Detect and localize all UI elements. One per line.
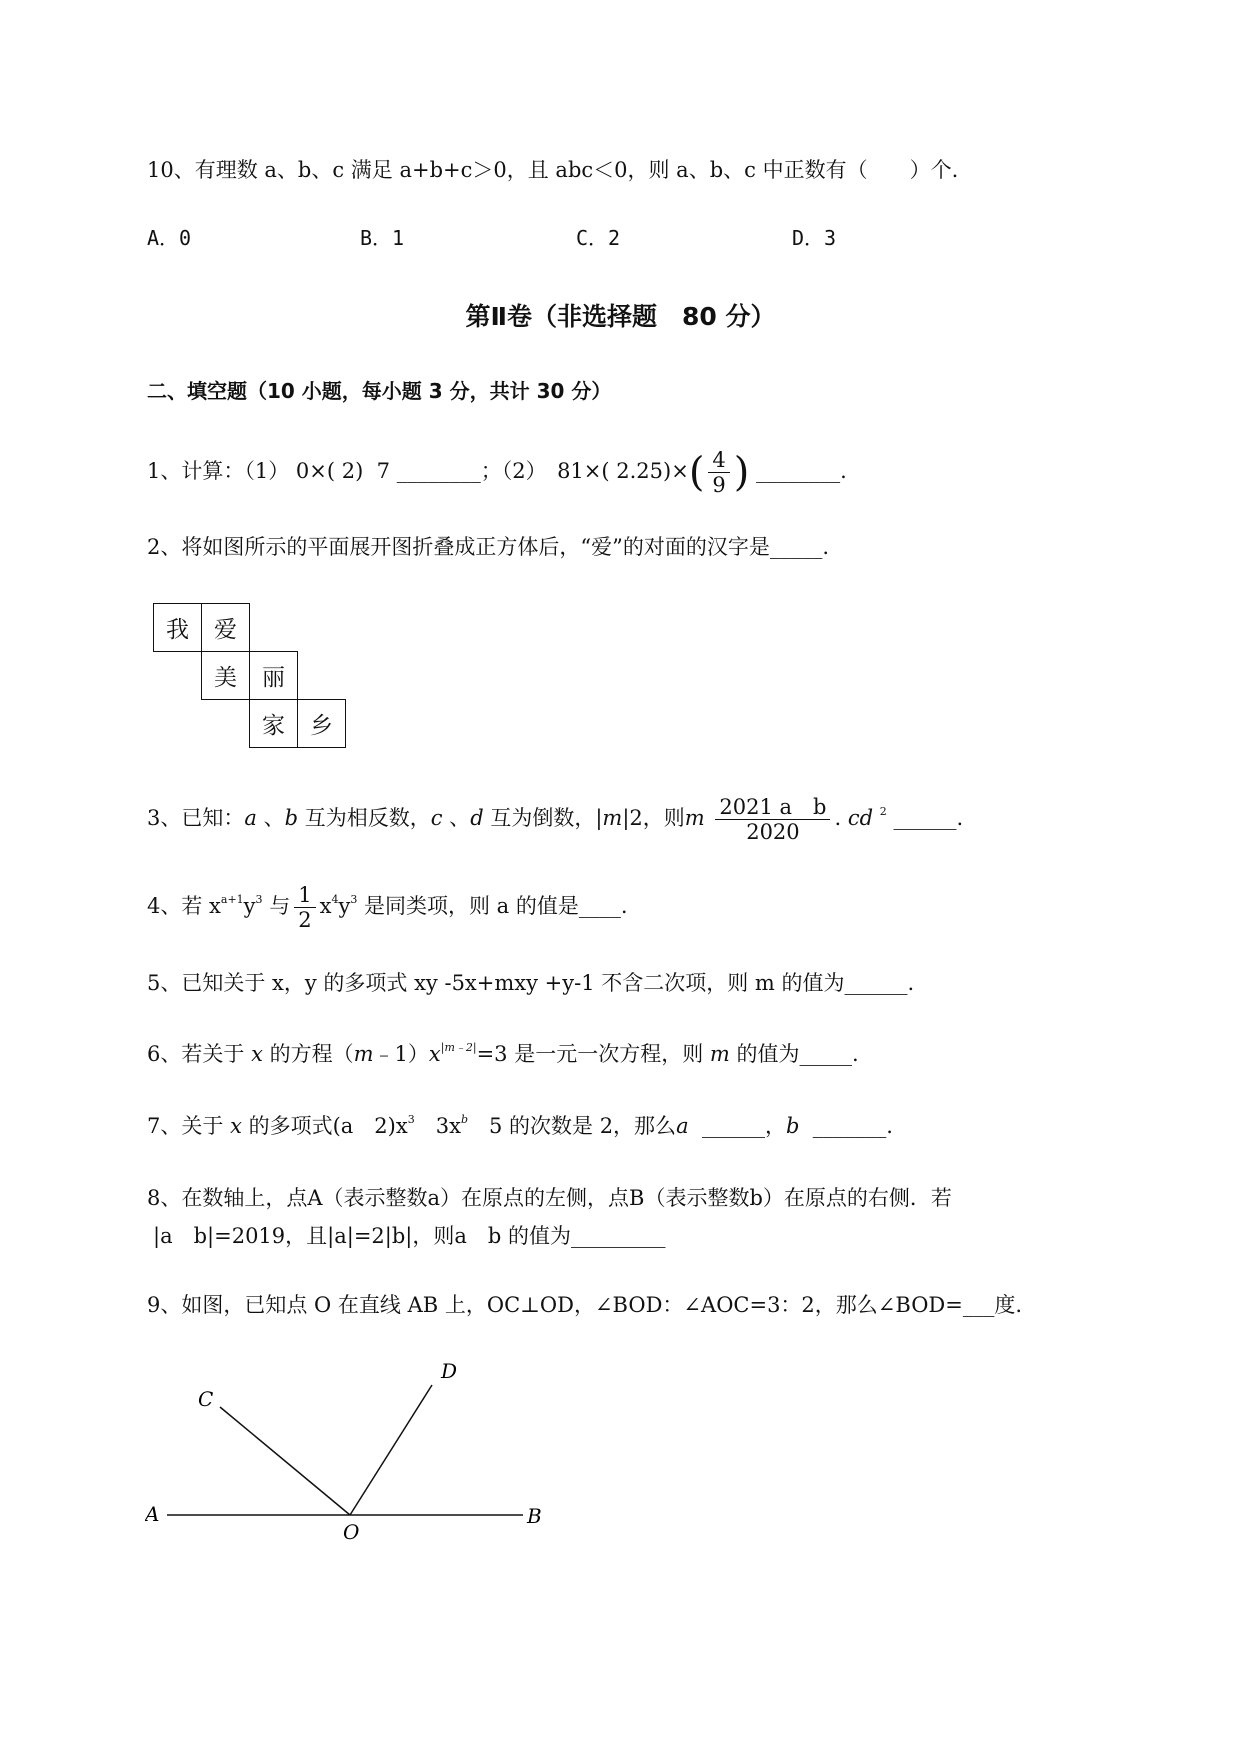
q3-abs-m: |m| [595, 806, 630, 830]
q6-sup: |m﹣2| [440, 1041, 477, 1054]
question-4 [147, 883, 628, 932]
q7-sup1: 3 [407, 1113, 415, 1126]
q4-prefix: 4、若 x [147, 894, 221, 918]
q1-part1-tail: 7 [376, 459, 391, 483]
q1-prefix: 1、计算：（1） 0× [147, 459, 327, 483]
question-8-line-2: |a b|=2019，且|a|=2|b|，则a b 的值为_________ [153, 1224, 666, 1248]
q6-tail: =3 是一元一次方程，则 [476, 1042, 704, 1066]
q4-mid: 与 [262, 894, 291, 918]
q7-blank1: ______， [701, 1114, 786, 1138]
q4-sup3: 4 [331, 893, 339, 906]
q1-frac-num: 4 [708, 448, 729, 473]
q6-mid: 的方程（ [269, 1042, 354, 1066]
option-b: B．1 [360, 226, 405, 250]
q1-part2-mid: ( 2.25)× [601, 459, 689, 483]
option-c: C．2 [576, 226, 621, 250]
q7-mid2: 3x [414, 1114, 461, 1138]
q4-sup1: a+1 [220, 893, 244, 906]
question-9: 9、如图，已知点 O 在直线 AB 上，OC⊥OD，∠BOD：∠AOC=3：2，那么∠BOD=___度. [147, 1293, 1023, 1317]
q3-blank: ______. [893, 806, 964, 830]
label-b: B [527, 1504, 542, 1528]
q4-tail: 是同类项，则 a 的值是____. [357, 894, 628, 918]
option-d: D．3 [792, 226, 837, 250]
q4-fraction [294, 883, 315, 932]
option-a: A．0 [147, 226, 192, 250]
q1-right-paren: ) [733, 449, 750, 496]
q1-left-paren: ( [688, 449, 705, 496]
q3-fraction [715, 795, 830, 844]
question-5: 5、已知关于 x，y 的多项式 xy -5x+mxy +y-1 不含二次项，则 m 的值为______. [147, 971, 915, 995]
q6-var-x2: x [428, 1042, 441, 1066]
net-cell-2: 爱 [201, 603, 250, 652]
q3-mid3: 、 [442, 806, 471, 830]
label-o: O [343, 1520, 360, 1544]
q4-x2: x [319, 894, 332, 918]
q3-eq: 2，则 [629, 806, 685, 830]
question-3: 3、已知：a 、b 互为相反数，c 、d 互为倒数，|m|2，则m $\frac{\text{2021 a b}}{2020}$ . cd $^2$ ______. [147, 795, 964, 844]
net-cell-6: 乡 [297, 699, 346, 748]
q6-mid2: ﹣1） [373, 1042, 429, 1066]
net-cell-4: 丽 [249, 651, 298, 700]
q6-var-m2: m [709, 1042, 730, 1066]
q3-var-c: c [430, 806, 443, 830]
q3-var-d: d [470, 806, 484, 830]
q7-prefix: 7、关于 [147, 1114, 224, 1138]
q7-var-b: b [785, 1114, 800, 1138]
q7-mid: 的多项式(a 2)x [248, 1114, 408, 1138]
ray-oc [220, 1407, 350, 1515]
question-2: 2、将如图所示的平面展开图折叠成正方体后，“爱”的对面的汉字是_____. [147, 535, 830, 559]
label-a: A [145, 1502, 160, 1526]
q3-sup: 2 [879, 805, 887, 818]
ray-od [350, 1385, 432, 1515]
q3-frac-den: 2020 [746, 820, 800, 844]
q4-sup2: 3 [255, 893, 263, 906]
q1-fraction [708, 448, 729, 497]
question-8-line-1: 8、在数轴上，点A（表示整数a）在原点的左侧，点B（表示整数b）在原点的右侧．若 [147, 1186, 952, 1210]
q6-tail2: 的值为_____. [736, 1042, 859, 1066]
q4-frac-num: 1 [294, 883, 315, 908]
q6-var-x: x [251, 1042, 263, 1066]
q1-blank2: ________. [756, 459, 847, 483]
q7-var-x: x [230, 1114, 242, 1138]
q1-blank1: ________；（2） 81× [396, 459, 602, 483]
q3-var-m: m [684, 806, 705, 830]
label-d: D [441, 1359, 458, 1383]
q4-y2: y [338, 894, 351, 918]
question-7 [147, 1105, 893, 1141]
q3-prefix: 3、已知： [147, 806, 245, 830]
net-cell-5: 家 [249, 699, 298, 748]
angle-diagram [145, 1345, 565, 1565]
q6-var-m: m [353, 1042, 374, 1066]
q3-mid4: 互为倒数， [483, 806, 596, 830]
q1-frac-den: 9 [712, 473, 726, 497]
net-cell-3: 美 [201, 651, 250, 700]
part2-title: 第Ⅱ卷（非选择题 80 分） [465, 302, 776, 331]
q7-var-a: a [676, 1114, 689, 1138]
q3-frac-num: 2021 a b [715, 795, 830, 820]
q4-y1: y [243, 894, 256, 918]
q3-mid1: 、 [256, 806, 285, 830]
net-cell-1: 我 [153, 603, 202, 652]
q4-sup4: 3 [350, 893, 358, 906]
q6-prefix: 6、若关于 [147, 1042, 245, 1066]
q3-var-a: a [244, 806, 257, 830]
q7-mid3: 5 的次数是 2，那么 [467, 1114, 677, 1138]
section-title: 二、填空题（10 小题，每小题 3 分，共计 30 分） [147, 379, 612, 403]
question-10: 10、有理数 a、b、c 满足 a+b+c＞0，且 abc＜0，则 a、b、c 中正数有（ ）个. [147, 158, 959, 182]
question-1 [147, 448, 847, 497]
q3-var-b: b [284, 806, 299, 830]
q3-mid2: 互为相反数， [298, 806, 431, 830]
q1-part1-mid: ( 2) [326, 459, 364, 483]
question-6 [147, 1033, 859, 1069]
q3-cd: cd [847, 806, 874, 830]
label-c: C [198, 1387, 214, 1411]
q4-frac-den: 2 [298, 908, 312, 932]
q7-sup2: b [460, 1113, 468, 1126]
q7-blank2: _______. [812, 1114, 893, 1138]
